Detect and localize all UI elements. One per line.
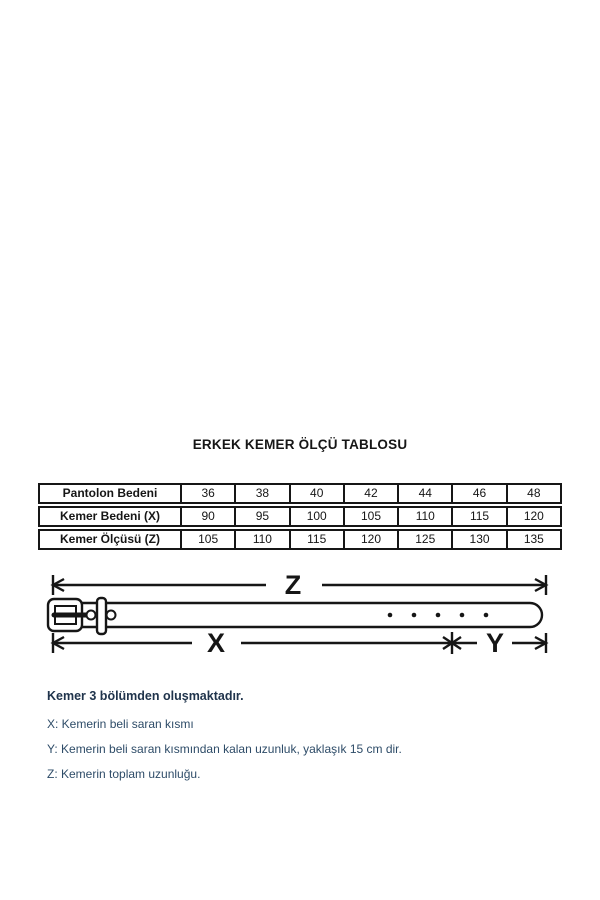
table-cell: 95 bbox=[236, 508, 290, 525]
dimension-line-xy bbox=[53, 628, 546, 658]
belt-hole bbox=[87, 611, 96, 620]
note-y: Y: Kemerin beli saran kısmından kalan uzunluk, yaklaşık 15 cm dir. bbox=[47, 742, 402, 756]
table-cell: 36 bbox=[182, 485, 236, 502]
table-cell: 40 bbox=[291, 485, 345, 502]
notes-intro: Kemer 3 bölümden oluşmaktadır. bbox=[47, 689, 244, 703]
table-cell: 110 bbox=[399, 508, 453, 525]
table-cell: 42 bbox=[345, 485, 399, 502]
table-cell: 110 bbox=[236, 531, 290, 548]
table-cell: 120 bbox=[345, 531, 399, 548]
belt-diagram bbox=[0, 560, 600, 680]
belt-illustration bbox=[48, 598, 542, 634]
note-x: X: Kemerin beli saran kısmı bbox=[47, 717, 194, 731]
belt-strap bbox=[79, 603, 542, 627]
belt-hole bbox=[107, 611, 116, 620]
row-label: Kemer Bedeni (X) bbox=[40, 508, 182, 525]
table-cell: 46 bbox=[453, 485, 507, 502]
table-row bbox=[38, 506, 562, 527]
table-cell: 90 bbox=[182, 508, 236, 525]
table-row bbox=[38, 483, 562, 504]
table-cell: 135 bbox=[523, 532, 544, 546]
table-cell: 115 bbox=[291, 531, 345, 548]
row-label: Pantolon Bedeni bbox=[40, 485, 182, 502]
belt-keeper-loop bbox=[97, 598, 106, 634]
table-row bbox=[38, 529, 562, 550]
dimension-line-z bbox=[53, 570, 546, 600]
table-cell: 105 bbox=[182, 531, 236, 548]
table-cell: 125 bbox=[399, 531, 453, 548]
table-cell: 105 bbox=[345, 508, 399, 525]
table-cell: 44 bbox=[399, 485, 453, 502]
table-cell: 48 bbox=[527, 486, 541, 500]
table-cell: 38 bbox=[236, 485, 290, 502]
note-z: Z: Kemerin toplam uzunluğu. bbox=[47, 767, 201, 781]
label-z: Z bbox=[284, 570, 302, 600]
table-cell: 120 bbox=[523, 509, 544, 523]
table-cell: 100 bbox=[291, 508, 345, 525]
label-x: X bbox=[206, 628, 226, 658]
row-label: Kemer Ölçüsü (Z) bbox=[40, 531, 182, 548]
label-y: Y bbox=[485, 628, 505, 658]
page-title: ERKEK KEMER ÖLÇÜ TABLOSU bbox=[192, 437, 408, 452]
table-cell: 130 bbox=[453, 531, 507, 548]
table-cell: 115 bbox=[453, 508, 507, 525]
size-table bbox=[38, 483, 562, 550]
